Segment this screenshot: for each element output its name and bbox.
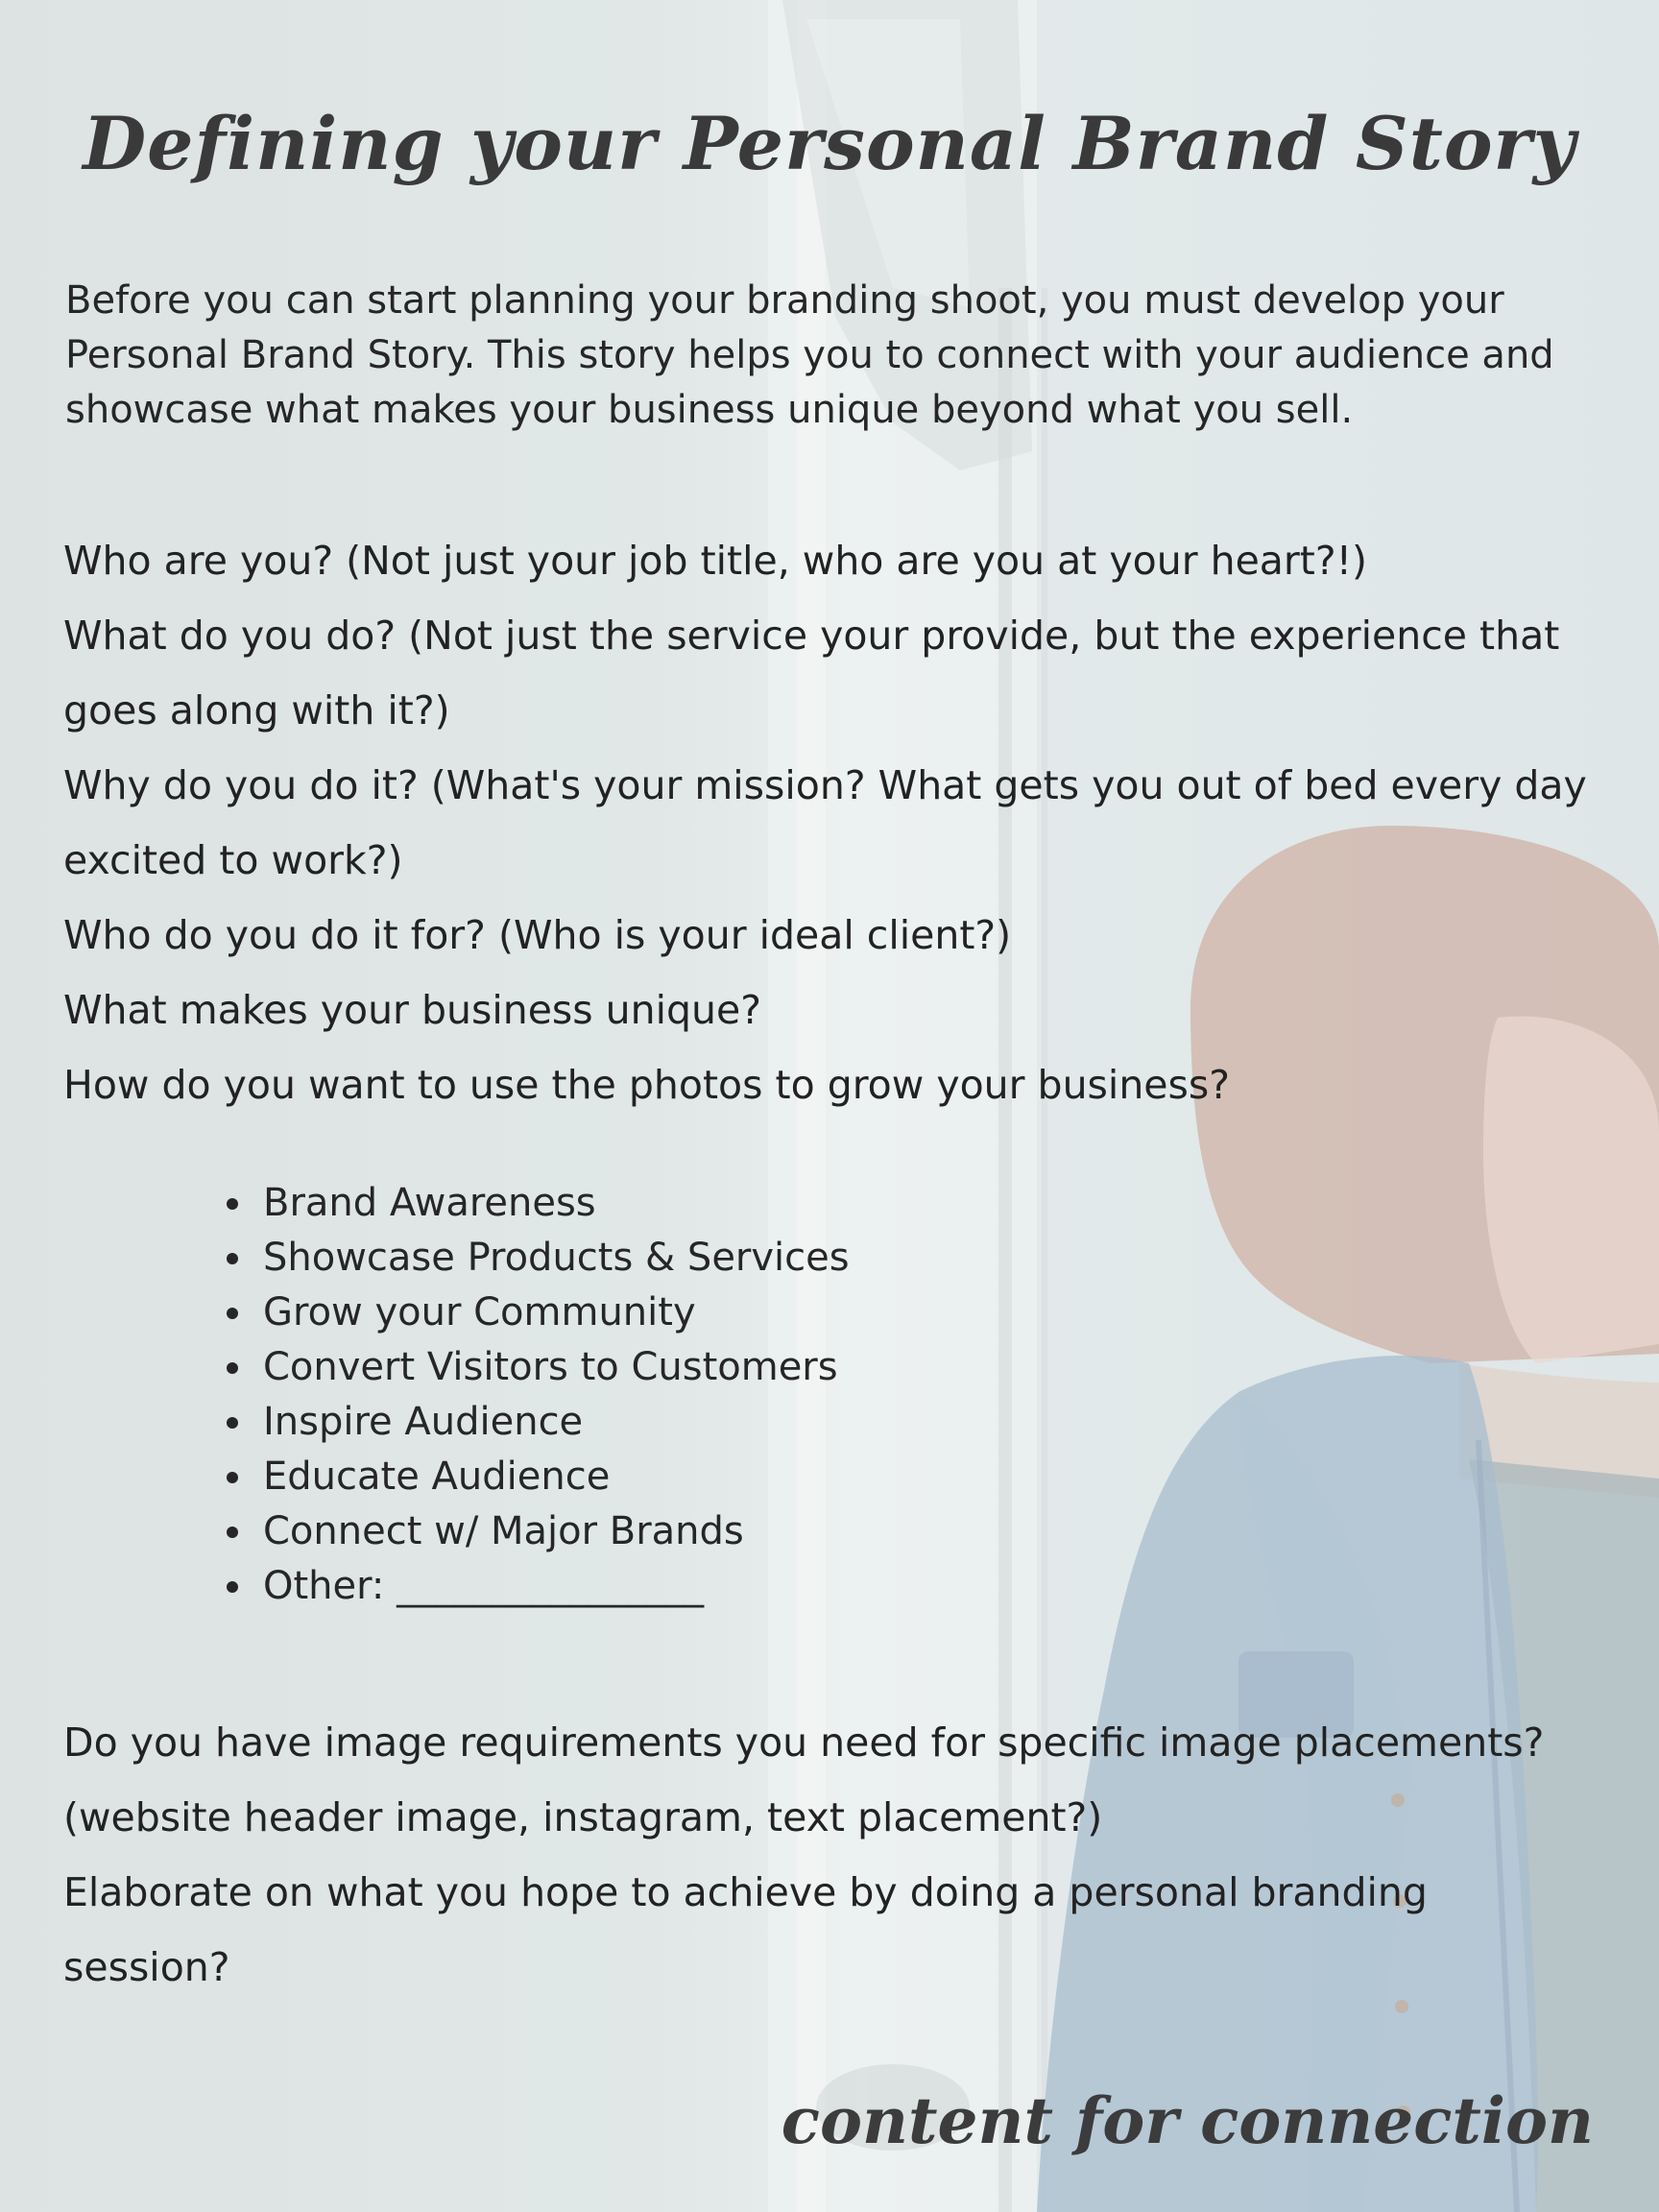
- question-item: Who do you do it for? (Who is your ideal client?): [63, 912, 1012, 958]
- bullet-icon: [227, 1362, 238, 1374]
- goal-label: Connect w/ Major Brands: [263, 1509, 744, 1553]
- footer-brand-text: content for connection: [781, 2083, 1594, 2158]
- goal-label: Brand Awareness: [263, 1181, 596, 1225]
- goal-item: [221, 1450, 850, 1504]
- closing-question-list: [63, 1705, 1599, 2005]
- goal-label: Showcase Products & Services: [263, 1236, 850, 1280]
- goals-list: [221, 1176, 850, 1614]
- goal-item: [221, 1176, 850, 1231]
- question-item: Who are you? (Not just your job title, who are you at your heart?!): [63, 538, 1368, 584]
- question-item: What makes your business unique?: [63, 987, 762, 1033]
- goal-label: Grow your Community: [263, 1290, 696, 1334]
- goal-item: [221, 1504, 850, 1559]
- goal-item: [221, 1559, 850, 1614]
- question-list: [63, 523, 1599, 1122]
- bullet-icon: [227, 1198, 238, 1210]
- goal-item: [221, 1340, 850, 1395]
- goal-item: [221, 1395, 850, 1450]
- intro-paragraph: Before you can start planning your branding shoot, you must develop your Personal Brand Story. This story helps you to connect with your audience and showcase what makes your business unique beyond what you sell.: [65, 278, 1554, 432]
- bullet-icon: [227, 1253, 238, 1264]
- question-item: What do you do? (Not just the service your provide, but the experience that goes along with it?): [63, 613, 1560, 733]
- goal-label: Educate Audience: [263, 1455, 611, 1499]
- bullet-icon: [227, 1308, 238, 1319]
- page-title: Defining your Personal Brand Story: [83, 101, 1576, 186]
- closing-question-item: Elaborate on what you hope to achieve by doing a personal branding session?: [63, 1869, 1428, 1990]
- bullet-icon: [227, 1527, 238, 1538]
- goal-item: [221, 1286, 850, 1340]
- bullet-icon: [227, 1417, 238, 1429]
- closing-question-item: Do you have image requirements you need for specific image placements? (website header image, instagram, text placement?): [63, 1719, 1545, 1840]
- question-item: Why do you do it? (What's your mission? What gets you out of bed every day excited to work?): [63, 762, 1587, 883]
- goal-label: Inspire Audience: [263, 1400, 584, 1444]
- bullet-icon: [227, 1472, 238, 1483]
- goal-label: Other: ________________: [263, 1564, 705, 1608]
- question-item: How do you want to use the photos to grow your business?: [63, 1062, 1231, 1108]
- goal-label: Convert Visitors to Customers: [263, 1345, 838, 1389]
- goal-item: [221, 1231, 850, 1286]
- bullet-icon: [227, 1581, 238, 1593]
